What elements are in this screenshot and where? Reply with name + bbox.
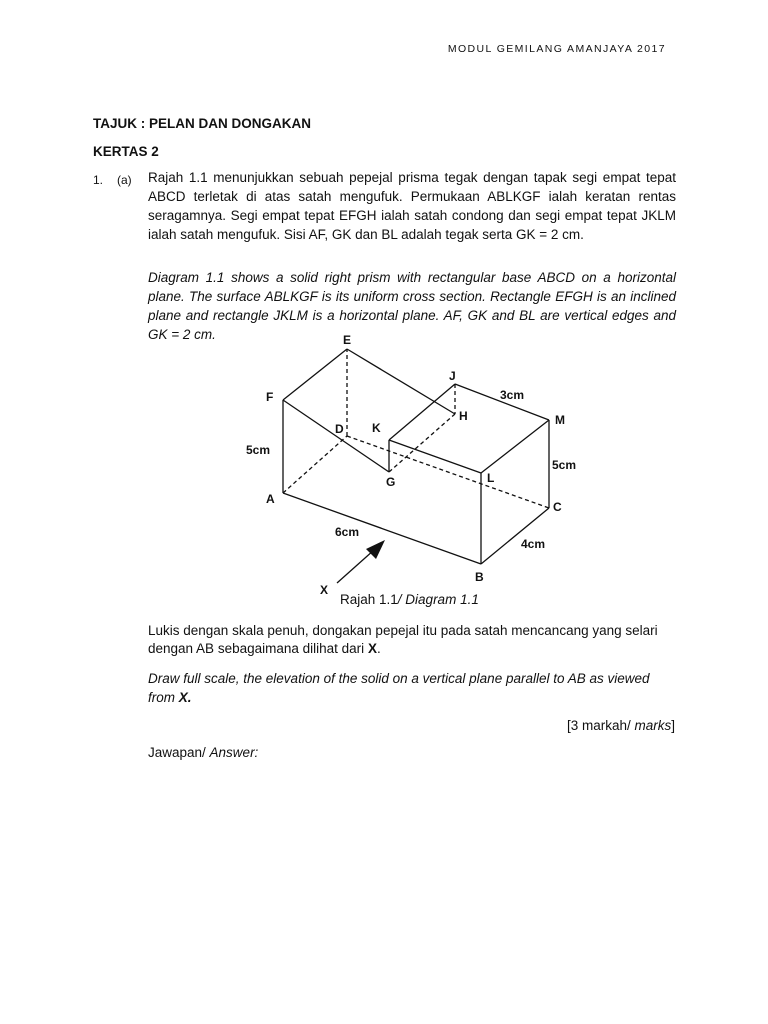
label-h: H <box>459 409 468 423</box>
edge-lm <box>481 420 549 473</box>
module-header: MODUL GEMILANG AMANJAYA 2017 <box>447 43 666 55</box>
dimension-jm: 3cm <box>500 388 525 402</box>
question-number: 1. <box>93 173 104 187</box>
answer-prompt <box>148 745 258 760</box>
question-text-english: Diagram 1.1 shows a solid right prism with rectangular base ABCD on a horizontal plane. The surface ABLKGF is its uniform cross section. Rectangle EFGH is an inclined plane and rectangle JKLM is a horizontal plane. AF, GK and BL are vertical edges and GK = 2 cm. <box>148 270 676 342</box>
instruction-malay-text: Lukis dengan skala penuh, dongakan pepejal itu pada satah mencancang yang selari dengan AB sebagaimana dilihat dari <box>148 623 658 656</box>
visible-edges <box>283 349 549 564</box>
marks-word: marks <box>634 718 672 733</box>
edge-bc <box>481 508 549 564</box>
instruction-english <box>148 669 676 707</box>
label-b: B <box>475 570 484 584</box>
caption-malay: Rajah 1.1 <box>340 592 398 607</box>
edge-dc <box>347 436 549 508</box>
paper-heading: KERTAS 2 <box>93 144 159 159</box>
topic-heading: TAJUK : PELAN DAN DONGAKAN <box>93 116 311 131</box>
answer-malay: Jawapan/ <box>148 745 210 760</box>
edge-fg <box>283 400 389 472</box>
label-k: K <box>372 421 381 435</box>
edge-ad <box>283 436 347 493</box>
edge-ab <box>283 493 481 564</box>
caption-english: / Diagram 1.1 <box>397 592 479 607</box>
view-point-label: X <box>367 641 377 656</box>
view-arrow-head <box>366 540 385 559</box>
edge-eh <box>347 349 455 414</box>
label-f: F <box>266 390 274 404</box>
dimension-cm: 5cm <box>552 458 577 472</box>
instruction-malay: Lukis dengan skala penuh, dongakan pepejal itu pada satah mencancang yang selari dengan AB sebagaimana dilihat dari X. <box>148 623 658 656</box>
dimension-ab: 6cm <box>335 525 360 539</box>
edge-fe <box>283 349 347 400</box>
label-a: A <box>266 492 275 506</box>
instruction-english-text: Draw full scale, the elevation of the solid on a vertical plane parallel to AB as viewed from <box>148 671 650 705</box>
hidden-edges <box>283 349 549 508</box>
label-j: J <box>449 369 456 383</box>
label-m: M <box>555 413 565 427</box>
label-d: D <box>335 422 344 436</box>
label-e: E <box>343 333 352 347</box>
label-g: G <box>386 475 396 489</box>
question-part: (a) <box>117 173 132 187</box>
answer-english: Answer: <box>209 745 259 760</box>
marks-allocation <box>567 718 675 733</box>
view-arrow-shaft <box>337 550 374 583</box>
marks-prefix: [3 markah/ <box>566 718 635 733</box>
edge-kj <box>389 384 455 440</box>
marks-suffix: ] <box>671 718 675 733</box>
dimension-bc: 4cm <box>521 537 546 551</box>
diagram-caption <box>340 592 479 607</box>
dimension-af: 5cm <box>246 443 271 457</box>
label-l: L <box>487 471 495 485</box>
label-x: X <box>320 583 329 597</box>
label-c: C <box>553 500 562 514</box>
view-point-label-english: X. <box>178 690 192 705</box>
question-text-malay: Rajah 1.1 menunjukkan sebuah pepejal prisma tegak dengan tapak segi empat tepat ABCD terletak di atas satah mengufuk. Permukaan ABLKGF ialah keratan rentas seragamnya. Segi empat tepat EFGH ialah satah condong dan segi empat tepat JKLM ialah satah mengufuk. Sisi AF, GK dan BL adalah tegak serta GK = 2 cm. <box>148 170 676 242</box>
